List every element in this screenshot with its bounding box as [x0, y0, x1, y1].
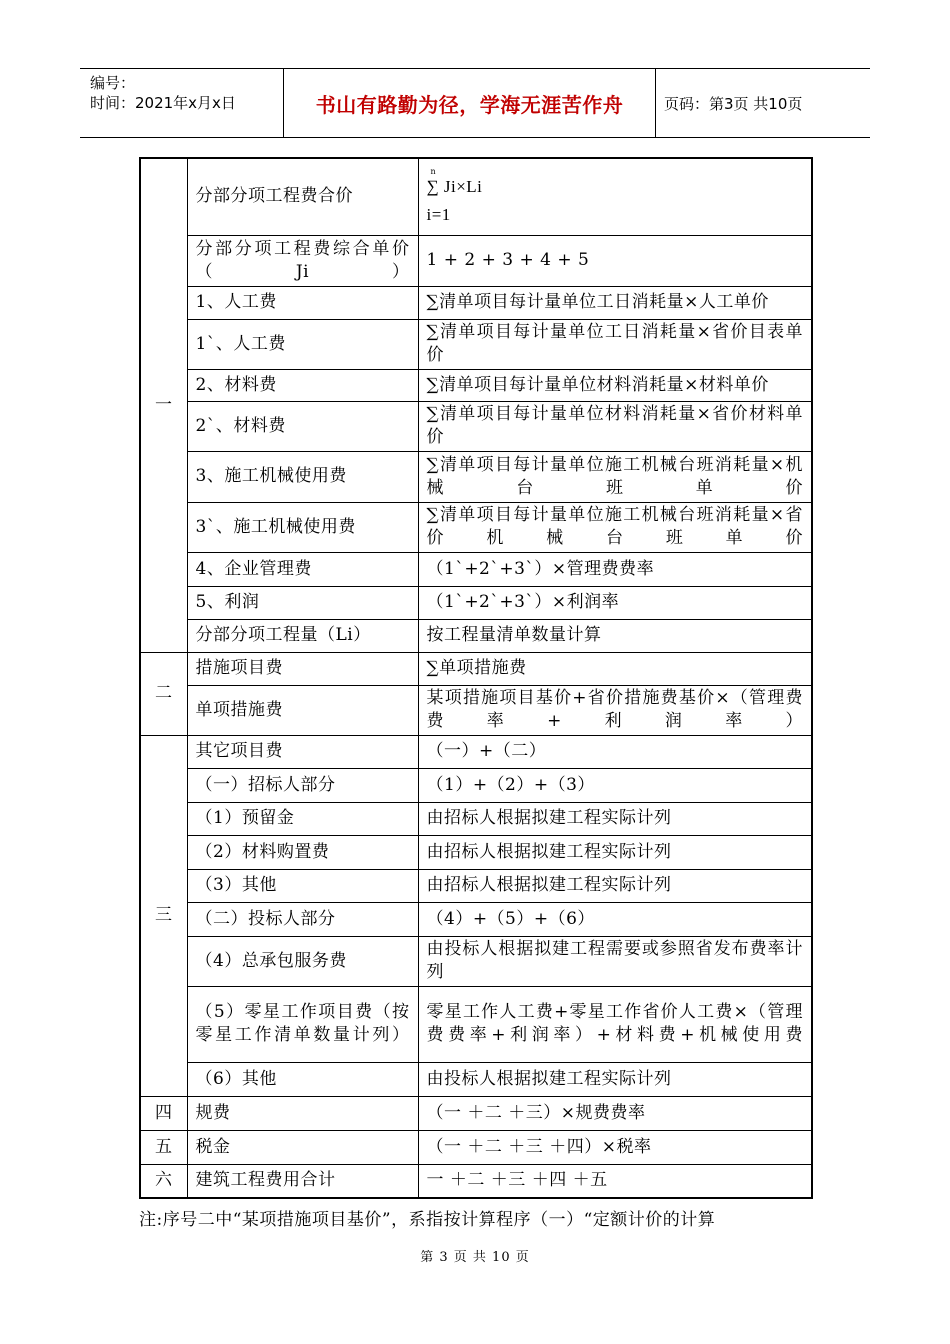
table-row	[140, 802, 812, 835]
header-number: 编号：	[90, 74, 136, 92]
table-row	[140, 451, 812, 502]
formula-cell: ∑清单项目每计量单位工日消耗量×人工单价	[418, 286, 812, 319]
header-motto-cell	[284, 69, 656, 137]
seq-cell: 二	[140, 652, 187, 735]
item-cell: 分部分项工程量（Li）	[187, 619, 418, 652]
formula-cell: ∑清单项目每计量单位施工机械台班消耗量×机械台班单价	[418, 451, 812, 502]
header-meta	[80, 69, 284, 137]
item-cell: （一）招标人部分	[187, 768, 418, 802]
item-cell: 2、材料费	[187, 369, 418, 401]
formula-cell: ∑清单项目每计量单位材料消耗量×材料单价	[418, 369, 812, 401]
formula-cell: ∑清单项目每计量单位工日消耗量×省价目表单价	[418, 319, 812, 369]
table-row	[140, 1096, 812, 1130]
item-cell: （5）零星工作项目费（按零星工作清单数量计列）	[187, 986, 418, 1062]
table-row	[140, 986, 812, 1062]
footnote: 注:序号二中“某项措施项目基价”，系指按计算程序（一）“定额计价的计算	[139, 1210, 716, 1230]
table-row	[140, 902, 812, 936]
table-row	[140, 286, 812, 319]
item-cell: 1、人工费	[187, 286, 418, 319]
table-row	[140, 319, 812, 369]
formula-cell: 由投标人根据拟建工程需要或参照省发布费率计列	[418, 936, 812, 986]
item-cell: （2）材料购置费	[187, 835, 418, 869]
item-cell: 分部分项工程费综合单价（Ji）	[187, 235, 418, 286]
page-footer: 第 3 页 共 10 页	[420, 1250, 530, 1265]
item-cell: （3）其他	[187, 869, 418, 902]
table-row	[140, 235, 812, 286]
sum-lower-limit: i=1	[426, 204, 451, 224]
formula-cell: （一 ＋二 ＋三）×规费费率	[418, 1096, 812, 1130]
formula-cell: 1 + 2 + 3 + 4 + 5	[418, 235, 812, 286]
item-cell: 4、企业管理费	[187, 552, 418, 586]
table-row	[140, 401, 812, 451]
header-motto: 书山有路勤为径，学海无涯苦作舟	[315, 92, 624, 117]
table-row	[140, 619, 812, 652]
header-time: 时间：2021年x月x日	[90, 94, 236, 112]
table-row	[140, 552, 812, 586]
table-row	[140, 685, 812, 735]
table-row	[140, 1130, 812, 1164]
formula-cell: 按工程量清单数量计算	[418, 619, 812, 652]
seq-cell: 五	[140, 1130, 187, 1164]
page-header	[80, 68, 870, 138]
formula-cell: ∑单项措施费	[418, 652, 812, 685]
item-cell: （1）预留金	[187, 802, 418, 835]
seq-cell: 四	[140, 1096, 187, 1130]
formula-cell: （1）+（2）+（3）	[418, 768, 812, 802]
table-row	[140, 502, 812, 552]
seq-cell: 三	[140, 735, 187, 1096]
item-cell: 建筑工程费用合计	[187, 1164, 418, 1198]
item-cell: 单项措施费	[187, 685, 418, 735]
fee-calculation-table	[139, 157, 813, 1199]
item-cell: 规费	[187, 1096, 418, 1130]
formula-cell: （1`+2`+3`）×利润率	[418, 586, 812, 619]
item-cell: （6）其他	[187, 1062, 418, 1096]
table-row	[140, 652, 812, 685]
formula-cell: （一）+（二）	[418, 735, 812, 768]
sum-main: ∑ Ji×Li	[426, 176, 483, 196]
table-row	[140, 936, 812, 986]
seq-cell: 六	[140, 1164, 187, 1198]
item-cell: 其它项目费	[187, 735, 418, 768]
formula-cell: 一 ＋二 ＋三 ＋四 ＋五	[418, 1164, 812, 1198]
formula-cell: 由招标人根据拟建工程实际计列	[418, 835, 812, 869]
formula-cell-summation	[418, 158, 812, 235]
table-row	[140, 1062, 812, 1096]
item-cell: （4）总承包服务费	[187, 936, 418, 986]
sum-upper-limit: n	[430, 166, 437, 176]
header-page-code: 页码：第3页 共10页	[664, 94, 803, 113]
formula-cell: 由招标人根据拟建工程实际计列	[418, 802, 812, 835]
table-row	[140, 835, 812, 869]
table-row	[140, 768, 812, 802]
formula-cell: 某项措施项目基价+省价措施费基价×（管理费费率+利润率）	[418, 685, 812, 735]
formula-cell: 零星工作人工费+零星工作省价人工费×（管理费费率+利润率）+材料费+机械使用费	[418, 986, 812, 1062]
item-cell: 5、利润	[187, 586, 418, 619]
item-cell: 2`、材料费	[187, 401, 418, 451]
formula-cell: ∑清单项目每计量单位施工机械台班消耗量×省价机械台班单价	[418, 502, 812, 552]
item-cell: 措施项目费	[187, 652, 418, 685]
item-cell: 3`、施工机械使用费	[187, 502, 418, 552]
item-cell: 分部分项工程费合价	[187, 158, 418, 235]
item-cell: 3、施工机械使用费	[187, 451, 418, 502]
table-row	[140, 158, 812, 235]
table-row	[140, 369, 812, 401]
item-cell: （二）投标人部分	[187, 902, 418, 936]
item-cell: 税金	[187, 1130, 418, 1164]
formula-cell: （1`+2`+3`）×管理费费率	[418, 552, 812, 586]
seq-cell: 一	[140, 158, 187, 652]
table-row	[140, 1164, 812, 1198]
table-row	[140, 869, 812, 902]
item-cell: 1`、人工费	[187, 319, 418, 369]
formula-cell: ∑清单项目每计量单位材料消耗量×省价材料单价	[418, 401, 812, 451]
formula-cell: 由投标人根据拟建工程实际计列	[418, 1062, 812, 1096]
table-row	[140, 735, 812, 768]
formula-cell: （4）+（5）+（6）	[418, 902, 812, 936]
table-row	[140, 586, 812, 619]
formula-cell: （一 ＋二 ＋三 ＋四）×税率	[418, 1130, 812, 1164]
formula-cell: 由招标人根据拟建工程实际计列	[418, 869, 812, 902]
